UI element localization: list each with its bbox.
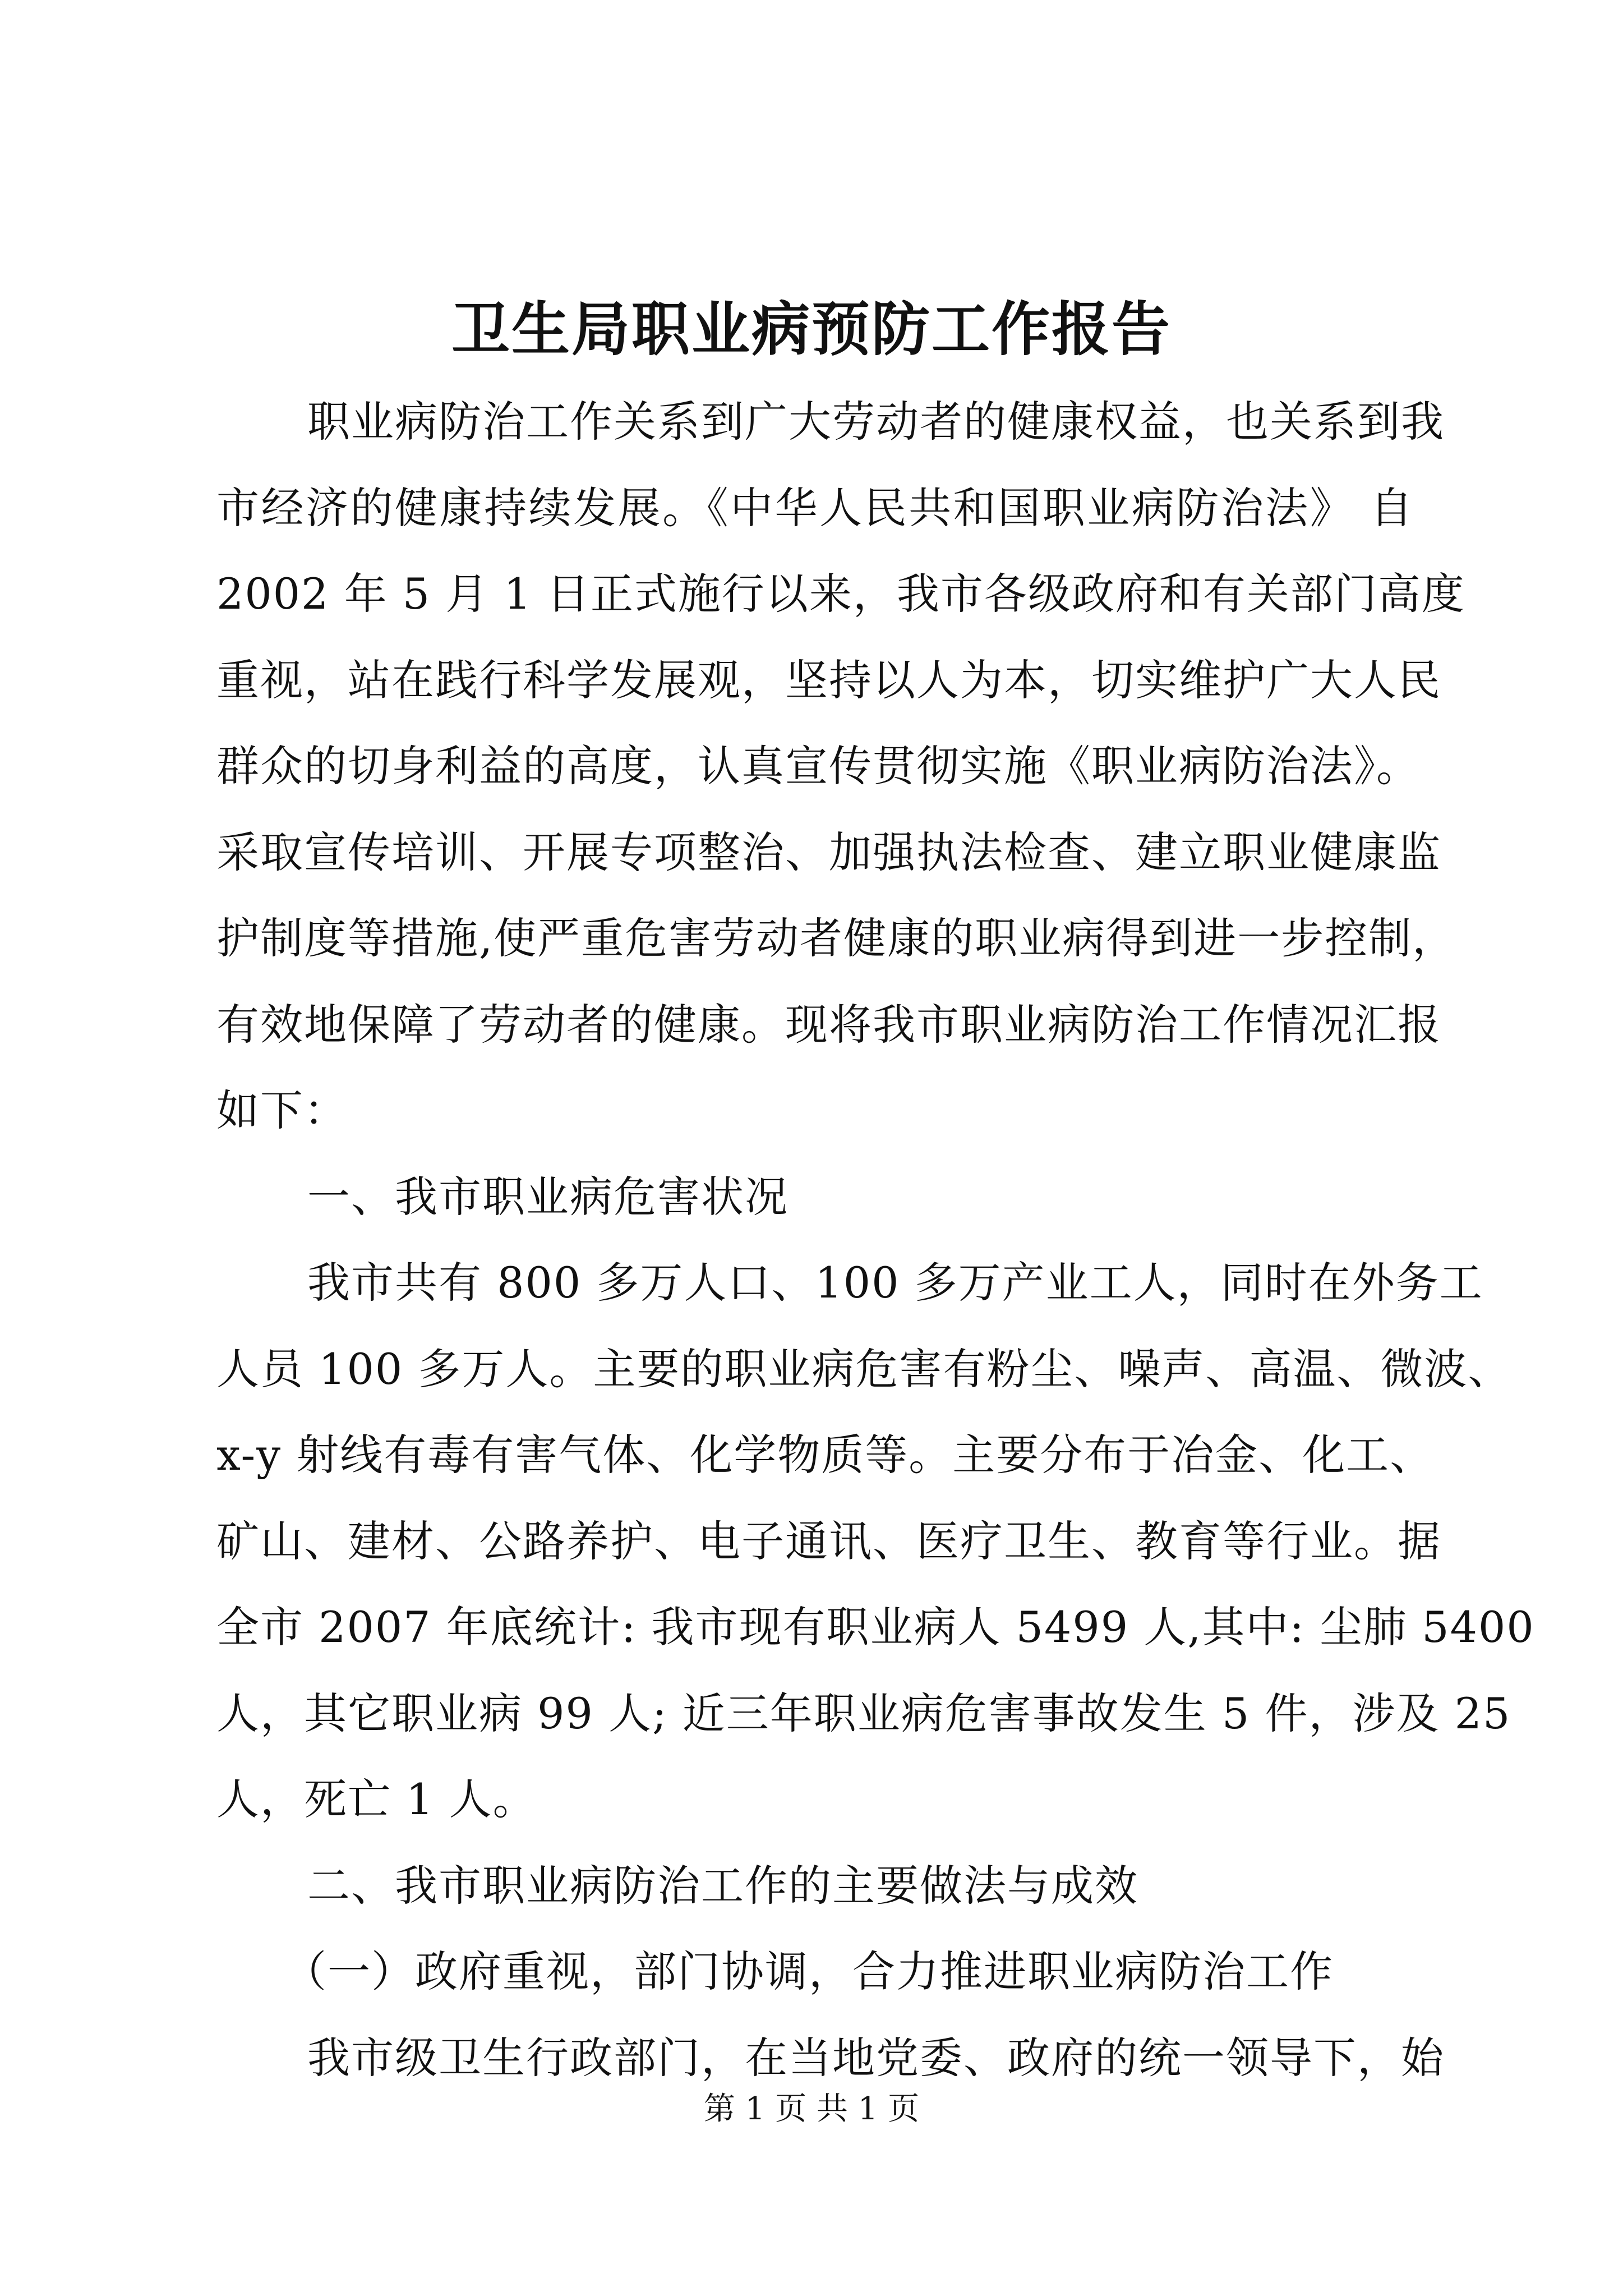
paragraph-line: 人员 100 多万人。主要的职业病危害有粉尘、噪声、高温、微波、 <box>216 1343 1512 1394</box>
paragraph-line: 市经济的健康持续发展。《中华人民共和国职业病防治法》 自 <box>216 482 1414 533</box>
paragraph-line: 全市 2007 年底统计: 我市现有职业病人 5499 人,其中: 尘肺 5400 <box>216 1602 1535 1652</box>
paragraph-line: 矿山、建材、公路养护、电子通讯、医疗卫生、教育等行业。据 <box>216 1516 1441 1566</box>
paragraph-line: 采取宣传培训、开展专项整治、加强执法检查、建立职业健康监 <box>216 827 1441 877</box>
page-footer: 第 1 页 共 1 页 <box>703 2091 920 2127</box>
subsection-heading-1: （一）政府重视，部门协调，合力推进职业病防治工作 <box>284 1947 1334 1996</box>
paragraph-line: 人，其它职业病 99 人; 近三年职业病危害事故发生 5 件，涉及 25 <box>216 1688 1511 1738</box>
paragraph-line: 我市共有 800 多万人口、100 多万产业工人，同时在外务工 <box>307 1258 1483 1308</box>
paragraph-line: 重视，站在践行科学发展观，坚持以人为本，切实维护广大人民 <box>216 655 1441 705</box>
paragraph-line: x-y 射线有毒有害气体、化学物质等。主要分布于冶金、化工、 <box>216 1430 1434 1480</box>
paragraph-line: 如下： <box>216 1085 348 1135</box>
paragraph-line: 职业病防治工作关系到广大劳动者的健康权益，也关系到我 <box>307 397 1445 447</box>
paragraph-line: 2002 年 5 月 1 日正式施行以来，我市各级政府和有关部门高度 <box>216 569 1465 619</box>
paragraph-line: 我市级卫生行政部门，在当地党委、政府的统一领导下，始 <box>307 2032 1445 2083</box>
paragraph-line: 群众的切身利益的高度，认真宣传贯彻实施《职业病防治法》。 <box>216 741 1420 791</box>
document-body <box>216 379 1535 2101</box>
paragraph-line: 有效地保障了劳动者的健康。现将我市职业病防治工作情况汇报 <box>216 999 1441 1050</box>
section-heading-2: 二、我市职业病防治工作的主要做法与成效 <box>307 1860 1138 1911</box>
paragraph-line: 护制度等措施,使严重危害劳动者健康的职业病得到进一步控制， <box>216 913 1456 963</box>
section-heading-1: 一、我市职业病危害状况 <box>307 1171 789 1222</box>
paragraph-line: 人，死亡 1 人。 <box>216 1774 537 1824</box>
document-title: 卫生局职业病预防工作报告 <box>451 295 1172 364</box>
